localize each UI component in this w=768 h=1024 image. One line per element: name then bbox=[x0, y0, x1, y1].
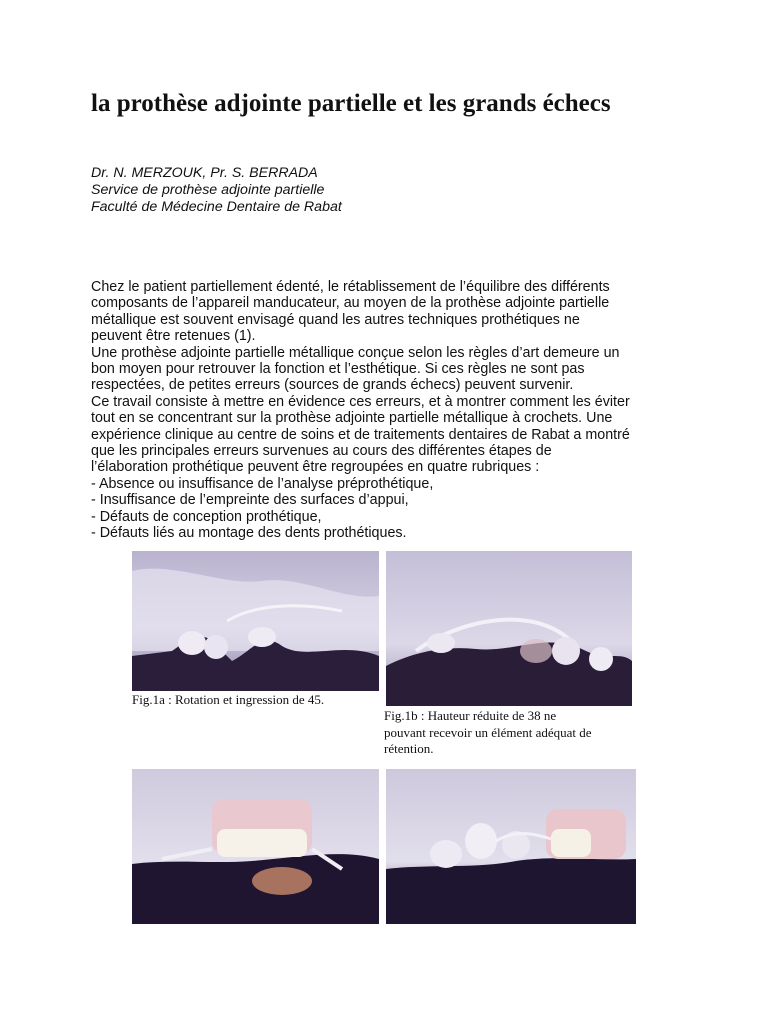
list-item: - Défauts liés au montage des dents prothétiques. bbox=[91, 525, 407, 542]
caption-line: Fig.1b : Hauteur réduite de 38 ne bbox=[384, 708, 557, 723]
caption-line: pouvant recevoir un élément adéquat de bbox=[384, 724, 592, 740]
authors: Dr. N. MERZOUK, Pr. S. BERRADA bbox=[91, 165, 318, 181]
author-block bbox=[91, 165, 342, 216]
dental-cast-image bbox=[132, 769, 379, 924]
dental-cast-image bbox=[132, 551, 379, 691]
body-line: tout en se concentrant sur la prothèse adjointe partielle métallique à crochets. Une bbox=[91, 410, 613, 427]
list-item: - Absence ou insuffisance de l’analyse préprothétique, bbox=[91, 475, 434, 492]
body-line: composants de l’appareil manducateur, au moyen de la prothèse adjointe partielle bbox=[91, 295, 610, 312]
affiliation-service: Service de prothèse adjointe partielle bbox=[91, 182, 325, 198]
body-line: bon moyen pour retrouver la fonction et l’esthétique. Si ces règles ne sont pas bbox=[91, 361, 585, 378]
figure-1a-caption: Fig.1a : Rotation et ingression de 45. bbox=[132, 692, 325, 707]
body-line: Une prothèse adjointe partielle métallique conçue selon les règles d’art demeure un bbox=[91, 344, 620, 361]
dental-cast-image bbox=[386, 551, 632, 706]
body-line: expérience clinique au centre de soins et de traitements dentaires de Rabat a montré bbox=[91, 426, 630, 443]
body-line: que les principales erreurs survenues au cours des différentes étapes de bbox=[91, 443, 552, 460]
figure-1a-photo bbox=[132, 551, 379, 691]
figure-2b-photo bbox=[386, 769, 636, 924]
article-title: la prothèse adjointe partielle et les grands échecs bbox=[91, 90, 611, 117]
body-line: Chez le patient partiellement édenté, le rétablissement de l’équilibre des différents bbox=[91, 279, 610, 295]
body-line: Ce travail consiste à mettre en évidence ces erreurs, et à montrer comment les éviter bbox=[91, 393, 630, 410]
figure-1b-photo bbox=[386, 551, 632, 706]
body-line: l’élaboration prothétique peuvent être regroupées en quatre rubriques : bbox=[91, 459, 540, 476]
body-line: peuvent être retenues (1). bbox=[91, 328, 256, 345]
body-line: métallique est souvent envisagé quand les autres techniques prothétiques ne bbox=[91, 311, 580, 328]
caption-line: rétention. bbox=[384, 741, 434, 756]
list-item: - Défauts de conception prothétique, bbox=[91, 508, 322, 525]
list-item: - Insuffisance de l’empreinte des surfaces d’appui, bbox=[91, 492, 409, 509]
dental-cast-image bbox=[386, 769, 636, 924]
affiliation-faculty: Faculté de Médecine Dentaire de Rabat bbox=[91, 199, 342, 215]
figure-2a-photo bbox=[132, 769, 379, 924]
figure-1b-caption bbox=[384, 708, 644, 758]
body-line: respectées, de petites erreurs (sources de grands échecs) peuvent survenir. bbox=[91, 377, 574, 394]
article-body bbox=[91, 279, 691, 542]
